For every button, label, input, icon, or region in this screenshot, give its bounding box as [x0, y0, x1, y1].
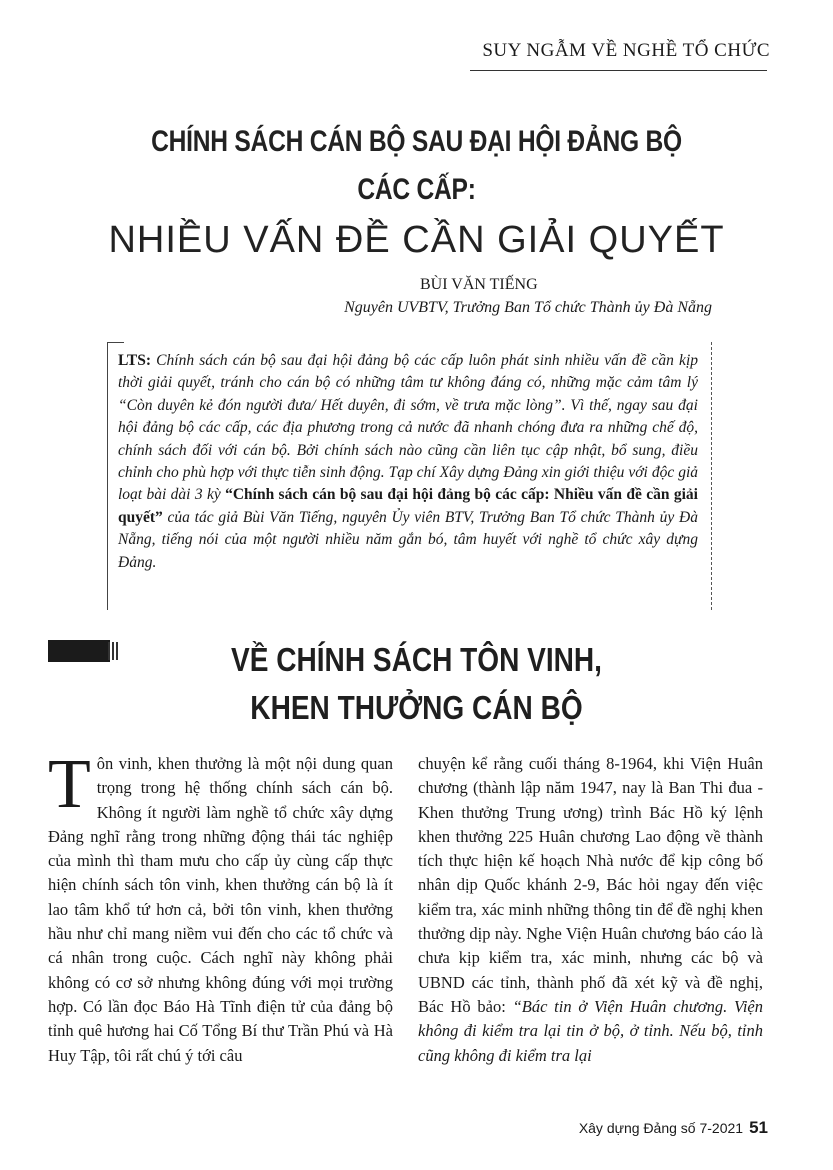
- author-name: BÙI VĂN TIẾNG: [420, 276, 538, 293]
- body-column-left: [48, 746, 393, 1068]
- title-line-1: CHÍNH SÁCH CÁN BỘ SAU ĐẠI HỘI ĐẢNG BỘ CÁC CẤP:: [151, 125, 682, 206]
- page-number: 51: [749, 1118, 768, 1137]
- lts-text-part1: Chính sách cán bộ sau đại hội đảng bộ các cấp luôn phát sinh nhiều vấn đề cần kịp thời giải quyết, tránh cho cán bộ có những tâm tư không đáng có, những mặc cảm tâm lý “Còn duyên kẻ đón người đưa/ Hết duyên, đi sớm, về trưa mặc lòng”. Vì thế, ngay sau đại hội đảng bộ các cấp, các địa phương trong cả nước đã nhanh chóng đưa ra những chế độ, chính sách đối với cán bộ. Bởi chính sách nào cũng cần liên tục cập nhật, bổ sung, điều chỉnh cho phù hợp với thực tiễn sinh động. Tạp chí Xây dựng Đảng xin giới thiệu với độc giả loạt bài dài 3 kỳ: [118, 352, 698, 504]
- title-line-2: NHIỀU VẤN ĐỀ CẦN GIẢI QUYẾT: [108, 219, 725, 261]
- article-title: [60, 118, 773, 266]
- section-header: SUY NGẪM VỀ NGHỀ TỔ CHỨC: [482, 40, 770, 61]
- body-left-text: ôn vinh, khen thưởng là một nội dung quan trọng trong hệ thống chính sách cán bộ. Không ít người làm nghề tổ chức xây dựng Đảng nghĩ rằng trong những động thái tác nghiệp của mình thì tham mưu cho cấp ủy cùng cấp thực hiện chính sách tôn vinh, khen thưởng cán bộ là ít lao tâm khổ tứ hơn cả, bởi tôn vinh, khen thưởng hầu như chỉ mang niềm vui đến cho các tổ chức và cá nhân trong cuộc. Cách nghĩ này không phải không có cơ sở nhưng không đúng với mọi trường hợp. Có lần đọc Báo Hà Tĩnh điện tử của đảng bộ tỉnh quê hương hai Cố Tổng Bí thư Trần Phú và Hà Huy Tập, tôi rất chú ý tới câu: [48, 754, 393, 1065]
- drop-cap: T: [48, 746, 91, 823]
- lts-label: LTS:: [118, 352, 152, 369]
- editor-note: [118, 350, 698, 574]
- page-footer: [538, 1118, 768, 1138]
- section-heading-line-1: VỀ CHÍNH SÁCH TÔN VINH,: [231, 641, 602, 678]
- author-position: Nguyên UVBTV, Trưởng Ban Tổ chức Thành ủy Đà Nẵng: [344, 299, 712, 316]
- body-column-right: [418, 752, 763, 1068]
- header-rule: [470, 70, 767, 71]
- body-right-quote: “Bác tin ở Viện Huân chương. Viện không đi kiểm tra lại tin ở bộ, ở tỉnh. Nếu bộ, tỉnh cũng không đi kiểm tra lại: [418, 996, 764, 1065]
- section-heading: [60, 636, 773, 732]
- section-heading-line-2: KHEN THƯỞNG CÁN BỘ: [250, 689, 583, 726]
- lts-text-part2: của tác giả Bùi Văn Tiếng, nguyên Ủy viên BTV, Trưởng Ban Tổ chức Thành ủy Đà Nẵng, tiếng nói của một người nhiều năm gắn bó, tâm huyết với nghề tổ chức xây dựng Đảng.: [118, 508, 698, 571]
- body-right-text: chuyện kể rằng cuối tháng 8-1964, khi Viện Huân chương (thành lập năm 1947, nay là Ban Thi đua - Khen thưởng Trung ương) trình Bác Hồ ký lệnh khen thưởng 225 Huân chương Lao động về thành tích thực hiện kế hoạch Nhà nước để kịp công bố nhân dịp Quốc khánh 2-9, Bác hỏi ngay đến việc kiểm tra, xác minh những thông tin để đề nghị khen thưởng dịp này. Nghe Viện Huân chương báo cáo là chưa kịp kiểm tra, xác minh, nhưng các bộ và UBND các tỉnh, thành phố đã xét kỹ và đề nghị, Bác Hồ bảo:: [418, 754, 763, 1016]
- publication-name: Xây dựng Đảng số 7-2021: [578, 1120, 744, 1136]
- lts-series-title: “Chính sách cán bộ sau đại hội đảng bộ các cấp: Nhiều vấn đề cần giải quyết”: [118, 486, 698, 526]
